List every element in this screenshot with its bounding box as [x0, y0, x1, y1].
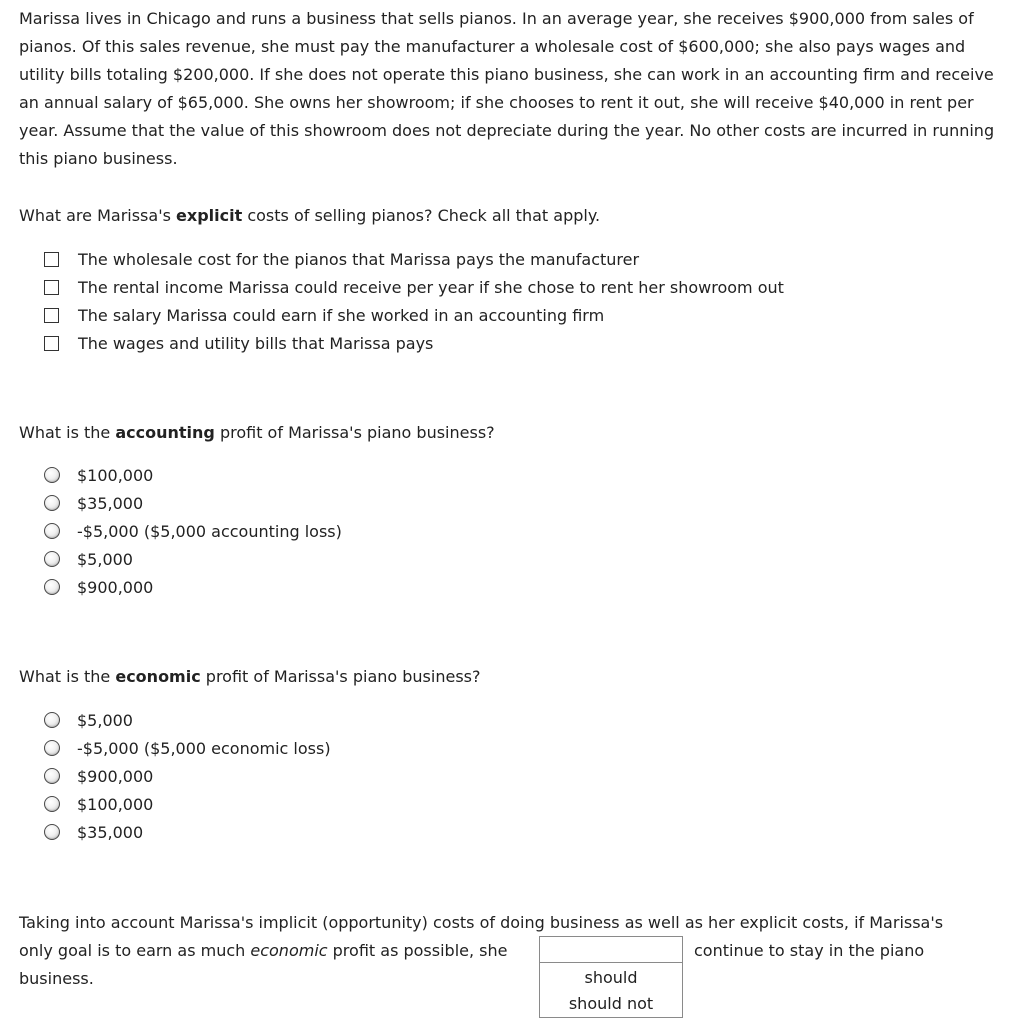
question-prefix: What is the [19, 667, 116, 686]
radio-option-economic-3[interactable] [44, 764, 153, 788]
question-line-3: business. [19, 969, 94, 988]
radio-label: $900,000 [77, 766, 154, 786]
dropdown-selected-value[interactable] [540, 937, 682, 963]
radio-button[interactable] [44, 467, 60, 483]
question-economic-profit [19, 666, 480, 688]
radio-option-accounting-4[interactable] [44, 547, 133, 571]
checkbox-label: The wages and utility bills that Marissa pays [78, 333, 434, 353]
radio-button[interactable] [44, 796, 60, 812]
checkbox-option-rental-income[interactable] [44, 275, 784, 299]
checkbox-option-wages-utilities[interactable] [44, 331, 433, 355]
radio-option-economic-2[interactable] [44, 736, 331, 760]
checkbox-label: The salary Marissa could earn if she worked in an accounting firm [78, 305, 605, 325]
checkbox-option-wholesale-cost[interactable] [44, 247, 639, 271]
radio-option-accounting-2[interactable] [44, 491, 143, 515]
dropdown-option-should-not[interactable]: should not [568, 994, 654, 1013]
problem-statement: Marissa lives in Chicago and runs a business that sells pianos. In an average year, she receives $900,000 from sales of pianos. Of this sales revenue, she must pay the manufacturer a wholesale cost of $600,000; she also pays wages and utility bills totaling $200,000. If she does not operate this piano business, she can work in an accounting firm and receive an annual salary of $65,000. She owns her showroom; if she chooses to rent it out, she will receive $40,000 in rent per year. Assume that the value of this showroom does not depreciate during the year. No other costs are incurred in running this piano business. [19, 9, 995, 168]
dropdown-option-should[interactable]: should [584, 968, 638, 987]
radio-label: $5,000 [77, 549, 133, 569]
question-line-2-suffix: continue to stay in the piano [694, 941, 925, 960]
radio-label: $100,000 [77, 465, 154, 485]
checkbox[interactable] [44, 336, 59, 351]
radio-option-accounting-3[interactable] [44, 519, 342, 543]
radio-option-economic-1[interactable] [44, 708, 133, 732]
radio-label: $35,000 [77, 822, 144, 842]
checkbox-label: The wholesale cost for the pianos that Marissa pays the manufacturer [78, 249, 640, 269]
question-line-1: Taking into account Marissa's implicit (opportunity) costs of doing business as well as her explicit costs, if Marissa's [19, 913, 944, 932]
question-keyword: economic [115, 667, 201, 686]
radio-label: -$5,000 ($5,000 economic loss) [77, 738, 331, 758]
radio-button[interactable] [44, 712, 60, 728]
radio-button[interactable] [44, 824, 60, 840]
checkbox-option-salary[interactable] [44, 303, 604, 327]
radio-label: $900,000 [77, 577, 154, 597]
question-accounting-profit [19, 422, 495, 444]
checkbox[interactable] [44, 252, 59, 267]
question-explicit-costs [19, 205, 600, 227]
checkbox[interactable] [44, 308, 59, 323]
radio-button[interactable] [44, 523, 60, 539]
checkbox-label: The rental income Marissa could receive per year if she chose to rent her showroom out [78, 277, 784, 297]
question-prefix: What are Marissa's [19, 206, 177, 225]
radio-label: $100,000 [77, 794, 154, 814]
question-keyword: explicit [176, 206, 243, 225]
radio-option-economic-5[interactable] [44, 820, 143, 844]
question-keyword: accounting [115, 423, 215, 442]
radio-option-accounting-5[interactable] [44, 575, 153, 599]
question-prefix: What is the [19, 423, 116, 442]
checkbox[interactable] [44, 280, 59, 295]
radio-button[interactable] [44, 740, 60, 756]
question-suffix: profit of Marissa's piano business? [200, 667, 481, 686]
question-line-2-italic: economic [250, 941, 328, 960]
radio-button[interactable] [44, 495, 60, 511]
question-line-2-mid: profit as possible, she [327, 941, 508, 960]
question-line-2-prefix: only goal is to earn as much [19, 941, 251, 960]
radio-button[interactable] [44, 551, 60, 567]
radio-option-accounting-1[interactable] [44, 463, 153, 487]
radio-button[interactable] [44, 579, 60, 595]
radio-label: -$5,000 ($5,000 accounting loss) [77, 521, 342, 541]
question-suffix: profit of Marissa's piano business? [214, 423, 495, 442]
radio-option-economic-4[interactable] [44, 792, 153, 816]
question-suffix: costs of selling pianos? Check all that apply. [242, 206, 601, 225]
radio-button[interactable] [44, 768, 60, 784]
should-dropdown[interactable] [539, 936, 683, 1018]
radio-label: $5,000 [77, 710, 133, 730]
radio-label: $35,000 [77, 493, 144, 513]
